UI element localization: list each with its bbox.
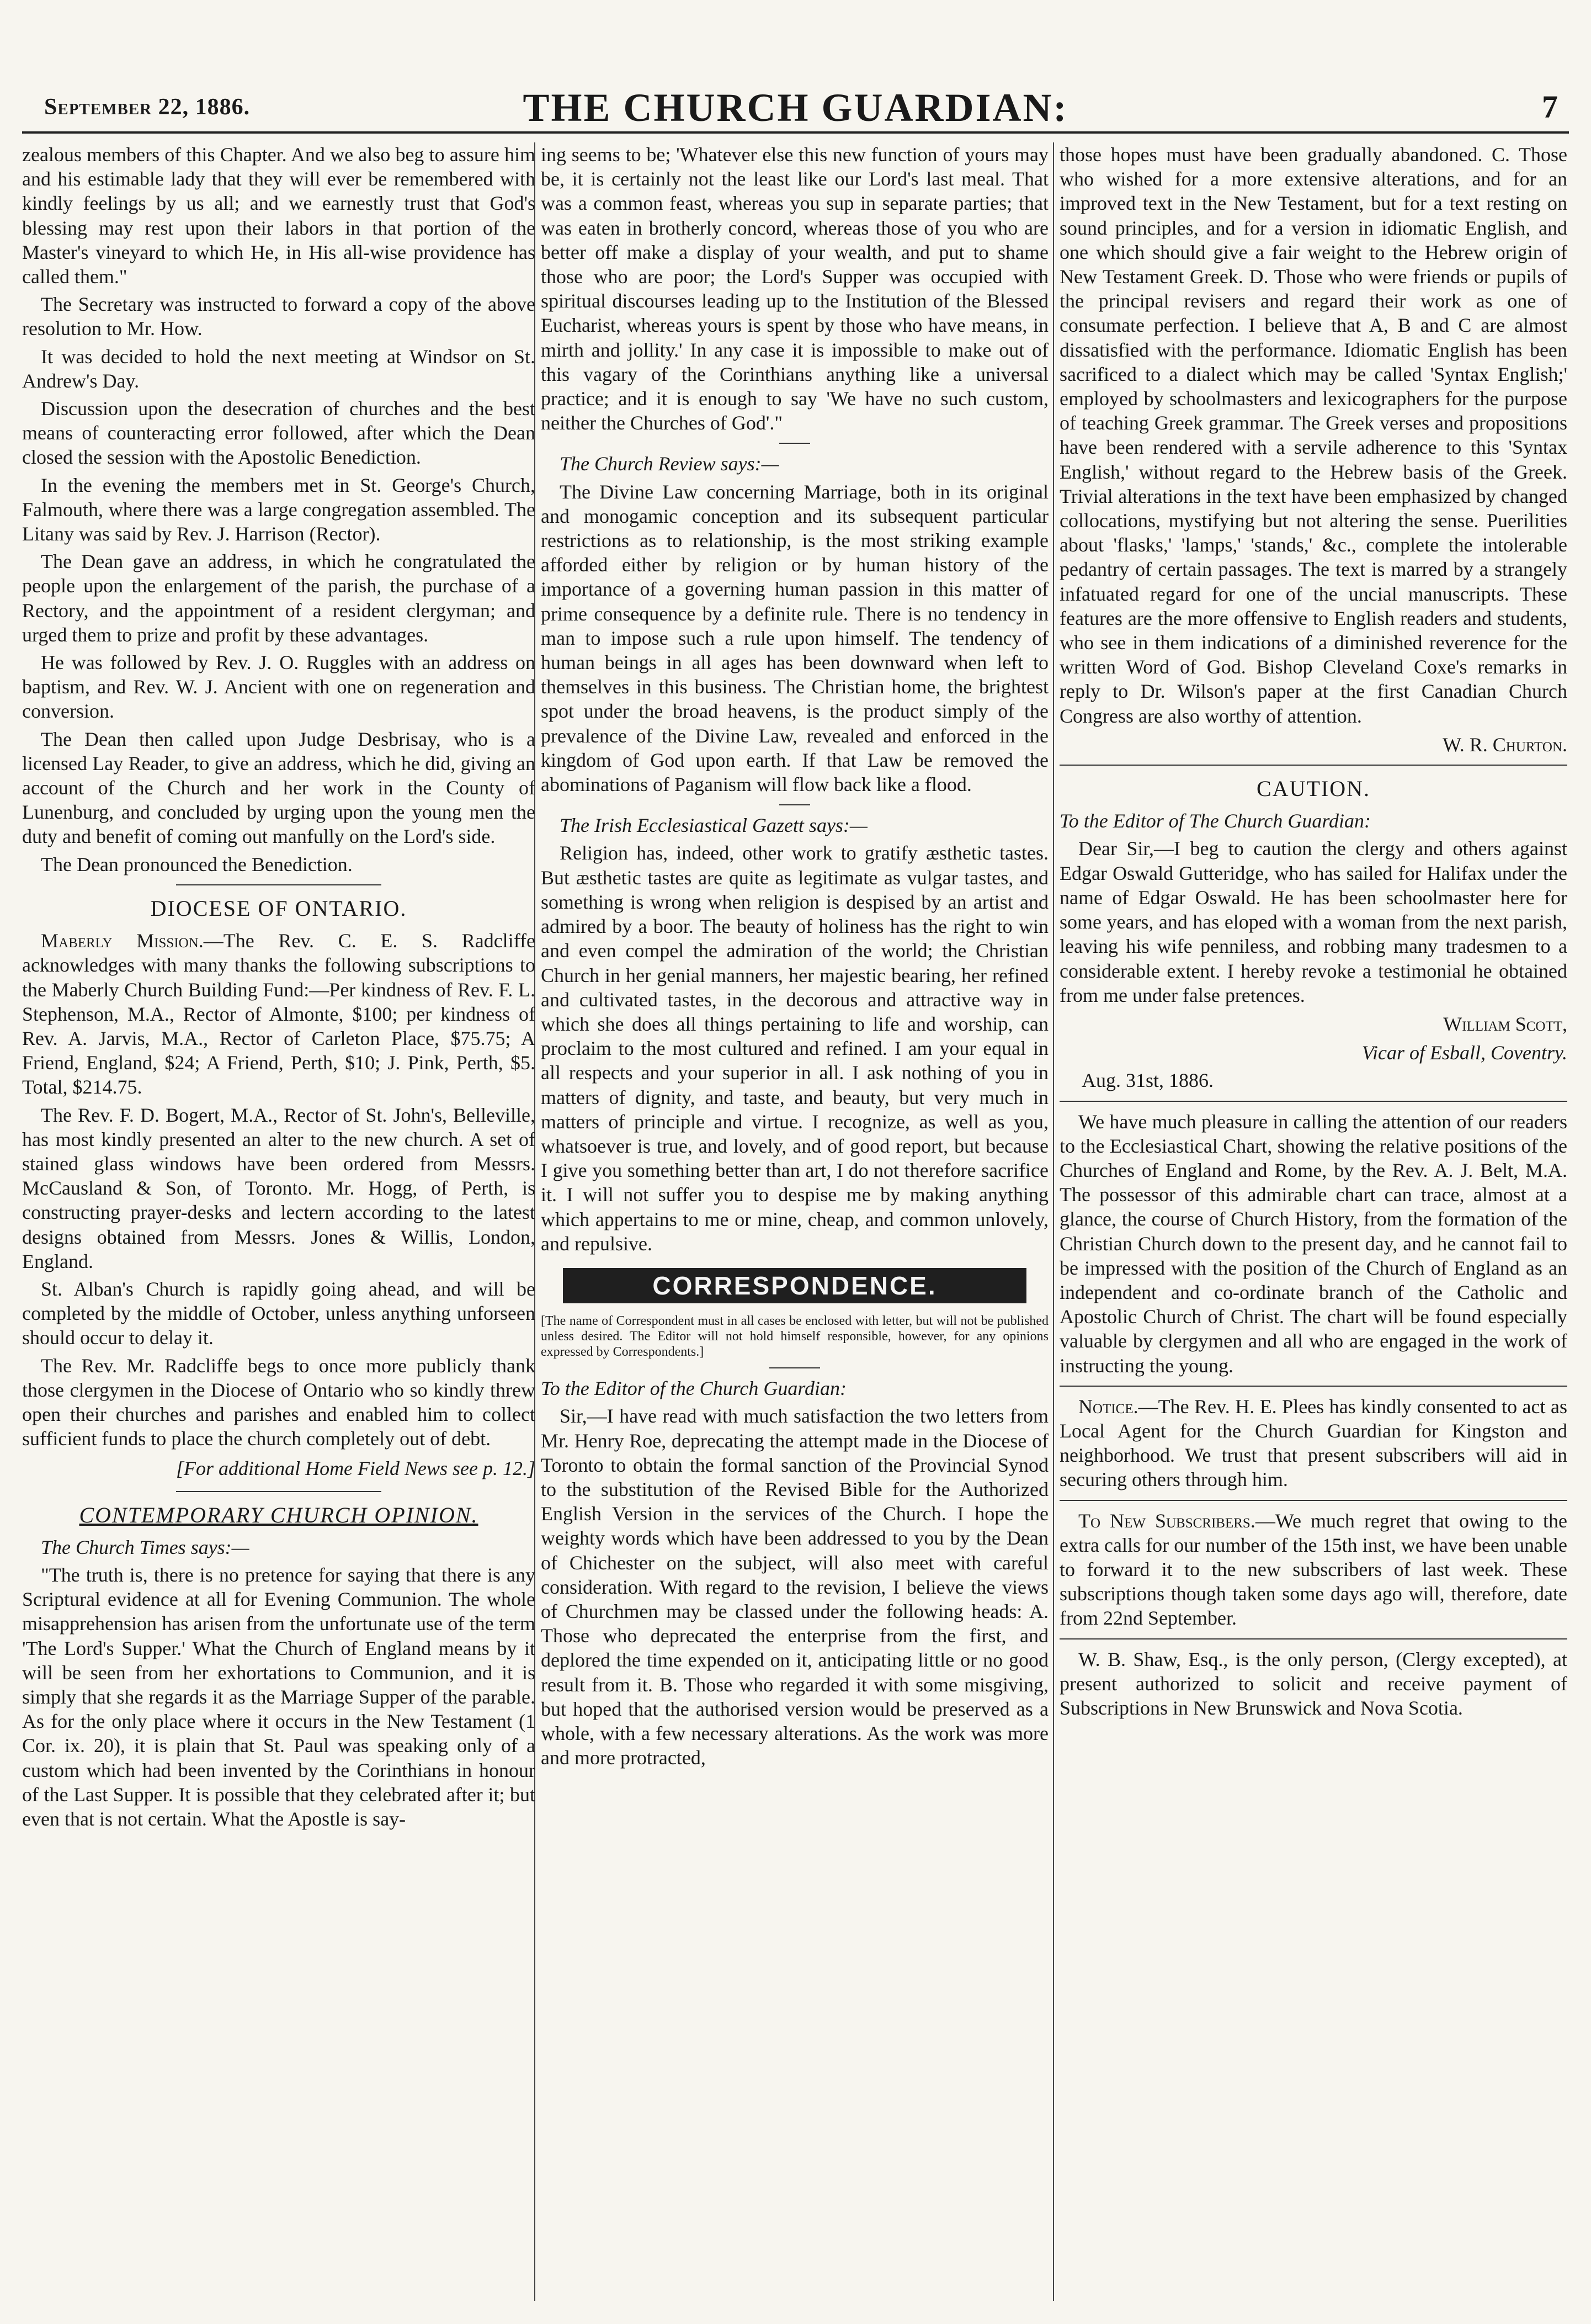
- paragraph-maberly: [22, 928, 535, 1099]
- paragraph: Discussion upon the desecration of churches and the best means of counteracting error followed, after which the Dean closed the session with the Apostolic Benediction.: [22, 397, 535, 469]
- page-number: 7: [1542, 89, 1558, 125]
- editorial-note: [The name of Correspondent must in all cases be enclosed with letter, but will not be published unless desired. The Editor will not hold himself responsible, however, for any opinions expressed by Correspondents.]: [541, 1314, 1049, 1360]
- paragraph-text: —We much regret that owing to the extra calls for our number of the 15th inst, we have been unable to forward it to the new subscribers of last week. These subscriptions though taken some days ago will, therefore, date from 22nd September.: [1060, 1509, 1567, 1630]
- salutation-heading: To the Editor of The Church Guardian:: [1060, 810, 1371, 832]
- newspaper-title: THE CHURCH GUARDIAN:: [523, 86, 1068, 130]
- issue-date: September 22, 1886.: [44, 94, 251, 120]
- divider: [176, 884, 381, 885]
- letter-paragraph: Dear Sir,—I beg to caution the clergy and others against Edgar Oswald Gutteridge, who has sailed for Halifax under the name of Edgar Oswald. He has been schoolmaster here for some years, and has eloped with a woman from the next parish, leaving his wife penniless, and robbing many tradesmen to a considerable extent. I hereby revoke a testimonial he obtained from me under false pretences.: [1060, 837, 1567, 1006]
- paragraph: The Rev. Mr. Radcliffe begs to once more publicly thank those clergymen in the Diocese of Ontario who so kindly threw open their churches and parishes and enabled him to collect sufficient funds to place the church completely out of debt.: [22, 1354, 535, 1450]
- column-3: [1060, 142, 1567, 1723]
- source-label: The Church Review says:—: [560, 453, 779, 475]
- column-rule-right: [1053, 142, 1054, 2301]
- column-1: [22, 142, 535, 1834]
- section-heading-opinion: CONTEMPORARY CHURCH OPINION.: [79, 1502, 478, 1527]
- paragraph: The Dean gave an address, in which he congratulated the people upon the enlargement of the parish, the purchase of a Rectory, and the appointment of a resident clergyman; and urged them to prize and profit by these advantages.: [22, 550, 535, 646]
- signature-title: Vicar of Esball, Coventry.: [1361, 1042, 1567, 1064]
- paragraph: W. B. Shaw, Esq., is the only person, (Clergy excepted), at present authorized to solicit and receive payment of Subscriptions in New Brunswick and Nova Scotia.: [1060, 1648, 1567, 1719]
- paragraph-text: —The Rev. C. E. S. Radcliffe acknowledges with many thanks the following subscriptions to the Maberly Church Building Fund:—Per kindness of Rev. F. L. Stephenson, M.A., Rector of Almonte, $100; per kindness of Rev. A. Jarvis, M.A., Rector of Carleton Place, $75.75; A Friend, England, $24; A Friend, Perth, $10; J. Pink, Perth, $5. Total, $214.75.: [22, 930, 535, 1099]
- section-heading-ontario: DIOCESE OF ONTARIO.: [150, 895, 407, 921]
- paragraph: The Divine Law concerning Marriage, both in its original and monogamic conception and its subsequent particular restrictions as to relationship, is the most striking example afforded either by religion or by human history of the importance of a governing human passion in this matter of prime consequence by a definite rule. There is no tendency in man to impose such a rule upon himself. The tendency of human beings in all ages has been downward when left to themselves in this business. The Christian home, the brightest spot under the broad heavens, is the product simply of the prevalence of the Divine Law, revealed and enforced in the kingdom of God upon earth. If that Law be removed the abominations of Paganism will flow back like a flood.: [541, 480, 1049, 796]
- paragraph: The Dean pronounced the Benediction.: [41, 853, 353, 876]
- paragraph: Religion has, indeed, other work to gratify æsthetic tastes. But æsthetic tastes are quite as legitimate as vulgar tastes, and something is wrong when religion is despised by an artist and admired by a boor. The beauty of holiness has the right to win and even compel the admiration of the world; the Christian Church in her genial manners, her majestic bearing, her refined and cultivated tastes, in the decorous and attractive way in which she does all things pertaining to life and worship, can proclaim to the most cultured and refined. I am your equal in all respects and your superior in all. I ask nothing of you in matters of dignity, and taste, and beauty, but very much in matters of principle and virtue. I recognize, as well as you, whatsoever is true, and lovely, and of good report, but because I give you something better than art, I do not therefore sacrifice it. I will not suffer you to despise me by making anything which appertains to me or mine, cheap, and common unlovely, and repulsive.: [541, 842, 1049, 1255]
- source-label: The Irish Ecclesiastical Gazett says:—: [560, 814, 868, 837]
- paragraph: He was followed by Rev. J. O. Ruggles with an address on baptism, and Rev. W. J. Ancient with one on regeneration and conversion.: [22, 651, 535, 723]
- divider: [176, 1491, 381, 1492]
- subscribers-paragraph: [1060, 1509, 1567, 1631]
- paragraph: ing seems to be; 'Whatever else this new function of yours may be, it is certainly not the least like our Lord's last meal. That was a common feast, whereas you sup in separate parties; that was eaten in brotherly concord, whereas those of you who are better off make a display of your wealth, and put to shame those who are poor; the Lord's Supper was occupied with spiritual discourses leading up to the Institution of the Blessed Eucharist, whereas yours is spent by those who have means, in mirth and jollity.' In any case it is impossible to make out of this vagary of the Corinthians anything like a universal practice; and it is enough to say 'We have no such custom, neither the Churches of God'.": [541, 144, 1049, 434]
- paragraph: St. Alban's Church is rapidly going ahead, and will be completed by the middle of October, unless anything unforseen should occur to delay it.: [22, 1277, 535, 1349]
- paragraph-text: —The Rev. H. E. Plees has kindly consented to act as Local Agent for the Church Guardian for Kingston and neighborhood. We trust that present subscribers will aid in securing others through him.: [1060, 1395, 1567, 1491]
- divider: [1060, 765, 1567, 766]
- paragraph: The Secretary was instructed to forward a copy of the above resolution to Mr. How.: [22, 293, 535, 340]
- divider: [1060, 1500, 1567, 1501]
- run-in-label: Maberly Mission.: [41, 930, 204, 952]
- divider: [769, 1367, 820, 1368]
- salutation-heading: To the Editor of the Church Guardian:: [541, 1377, 847, 1400]
- column-2: [541, 142, 1049, 1773]
- divider: [779, 443, 810, 444]
- divider: [1060, 1386, 1567, 1387]
- letter-paragraph: Sir,—I have read with much satisfaction the two letters from Mr. Henry Roe, deprecating the attempt made in the Diocese of Toronto to obtain the formal sanction of the Provincial Synod to the substitution of the Revised Bible for the Authorized English Version in the services of the Church. I hope the weighty words which have been addressed to you by the Dean of Chichester on the subject, will also meet with careful consideration. With regard to the revision, I believe the views of Churchmen may be classed under the following heads: A. Those who deprecated the enterprise from the first, and deplored the time expended on it, anticipating little or no good result from it. B. Those who regarded it with some misgiving, but hoped that the authorised version would be preserved as a whole, with a few necessary alterations. As the work was more and more protracted,: [541, 1405, 1049, 1769]
- cross-reference-note: [For additional Home Field News see p. 12.]: [176, 1457, 535, 1480]
- signature: W. R. Churton.: [1443, 733, 1567, 756]
- correspondence-banner: CORRESPONDENCE.: [563, 1268, 1026, 1303]
- paragraph: The Dean then called upon Judge Desbrisay, who is a licensed Lay Reader, to give an address, which he did, giving an account of the Church and her work in the County of Lunenburg, and concluded by urging upon the young men the duty and benefit of coming out manfully on the Lord's side.: [22, 728, 535, 848]
- paragraph: zealous members of this Chapter. And we also beg to assure him and his estimable lady that they will ever be remembered with kindly feelings by us all; and we earnestly trust that God's blessing may rest upon their labors in that portion of the Master's vineyard to which He, in His all-wise providence has called them.": [22, 144, 535, 288]
- masthead: [22, 83, 1569, 134]
- run-in-label: Notice.: [1078, 1395, 1138, 1418]
- source-label: The Church Times says:—: [41, 1536, 249, 1558]
- paragraph: It was decided to hold the next meeting at Windsor on St. Andrew's Day.: [22, 345, 535, 392]
- letter-date: Aug. 31st, 1886.: [1082, 1069, 1214, 1092]
- signature-name: William Scott,: [1443, 1012, 1567, 1035]
- section-heading-caution: CAUTION.: [1257, 776, 1370, 802]
- run-in-label: To New Subscribers.: [1078, 1509, 1255, 1532]
- paragraph: In the evening the members met in St. George's Church, Falmouth, where there was a large congregation assembled. The Litany was said by Rev. J. Harrison (Rector).: [22, 474, 535, 545]
- paragraph: "The truth is, there is no pretence for saying that there is any Scriptural evidence at all for Evening Communion. The whole misapprehension has arisen from the unfortunate use of the term 'The Lord's Supper.' What the Church of England means by it will be seen from her exhortations to Communion, and it is simply that she regards it as the Marriage Supper of the parable. As for the only place where it occurs in the New Testament (1 Cor. ix. 20), it is plain that St. Paul was speaking only of a custom which had been invented by the Corinthians in honour of the Last Supper. It is possible that they celebrated after it; but even that is not certain. What the Apostle is say-: [22, 1563, 535, 1830]
- paragraph: those hopes must have been gradually abandoned. C. Those who wished for a more extensive alterations, and for an improved text in the New Testament, but for a text resting on sound principles, and for a version in idiomatic English, and one which should give a fair weight to the Hebrew origin of New Testament Greek. D. Those who were friends or pupils of the principal revisers and regard their work as one of consumate perfection. I believe that A, B and C are almost dissatisfied with the performance. Idiomatic English has been sacrificed to a dialect which may be called 'Syntax English;' employed by schoolmasters and lexicographers for the purpose of teaching Greek grammar. The Greek verses and propositions have been rendered with a servile adherence to this 'Syntax English,' without regard to the Hebrew basis of the Greek. Trivial alterations in the text have been emphasized by changed collocations, mystifying but not altering the sense. Puerilities about 'flasks,' 'lamps,' 'stands,' &c., complete the intolerable pedantry of certain passages. The text is marred by a strangely infatuated regard for one of the uncial manuscripts. These features are the more offensive to English readers and students, who see in them indications of a diminished reverence for the written Word of God. Bishop Cleveland Coxe's remarks in reply to Dr. Wilson's paper at the first Canadian Church Congress are also worthy of attention.: [1060, 144, 1567, 727]
- divider: [779, 804, 810, 805]
- paragraph: We have much pleasure in calling the attention of our readers to the Ecclesiastical Chart, showing the relative positions of the Churches of England and Rome, by the Rev. A. J. Belt, M.A. The possessor of this admirable chart can trace, almost at a glance, the course of Church History, from the formation of the Christian Church down to the present day, and he cannot fail to be impressed with the position of the Church of England as an independent and co-ordinate branch of the Catholic and Apostolic Church of Christ. The chart will be found especially valuable by clergymen and all who are engaged in the work of instructing the young.: [1060, 1110, 1567, 1377]
- paragraph: The Rev. F. D. Bogert, M.A., Rector of St. John's, Belleville, has most kindly presented an alter to the new church. A set of stained glass windows have been ordered from Messrs. McCausland & Son, of Toronto. Mr. Hogg, of Perth, is constructing prayer-desks and lectern according to the latest designs obtained from Messrs. Jones & Willis, London, England.: [22, 1103, 535, 1272]
- divider: [1060, 1101, 1567, 1102]
- divider: [1060, 1638, 1567, 1639]
- notice-paragraph: [1060, 1394, 1567, 1492]
